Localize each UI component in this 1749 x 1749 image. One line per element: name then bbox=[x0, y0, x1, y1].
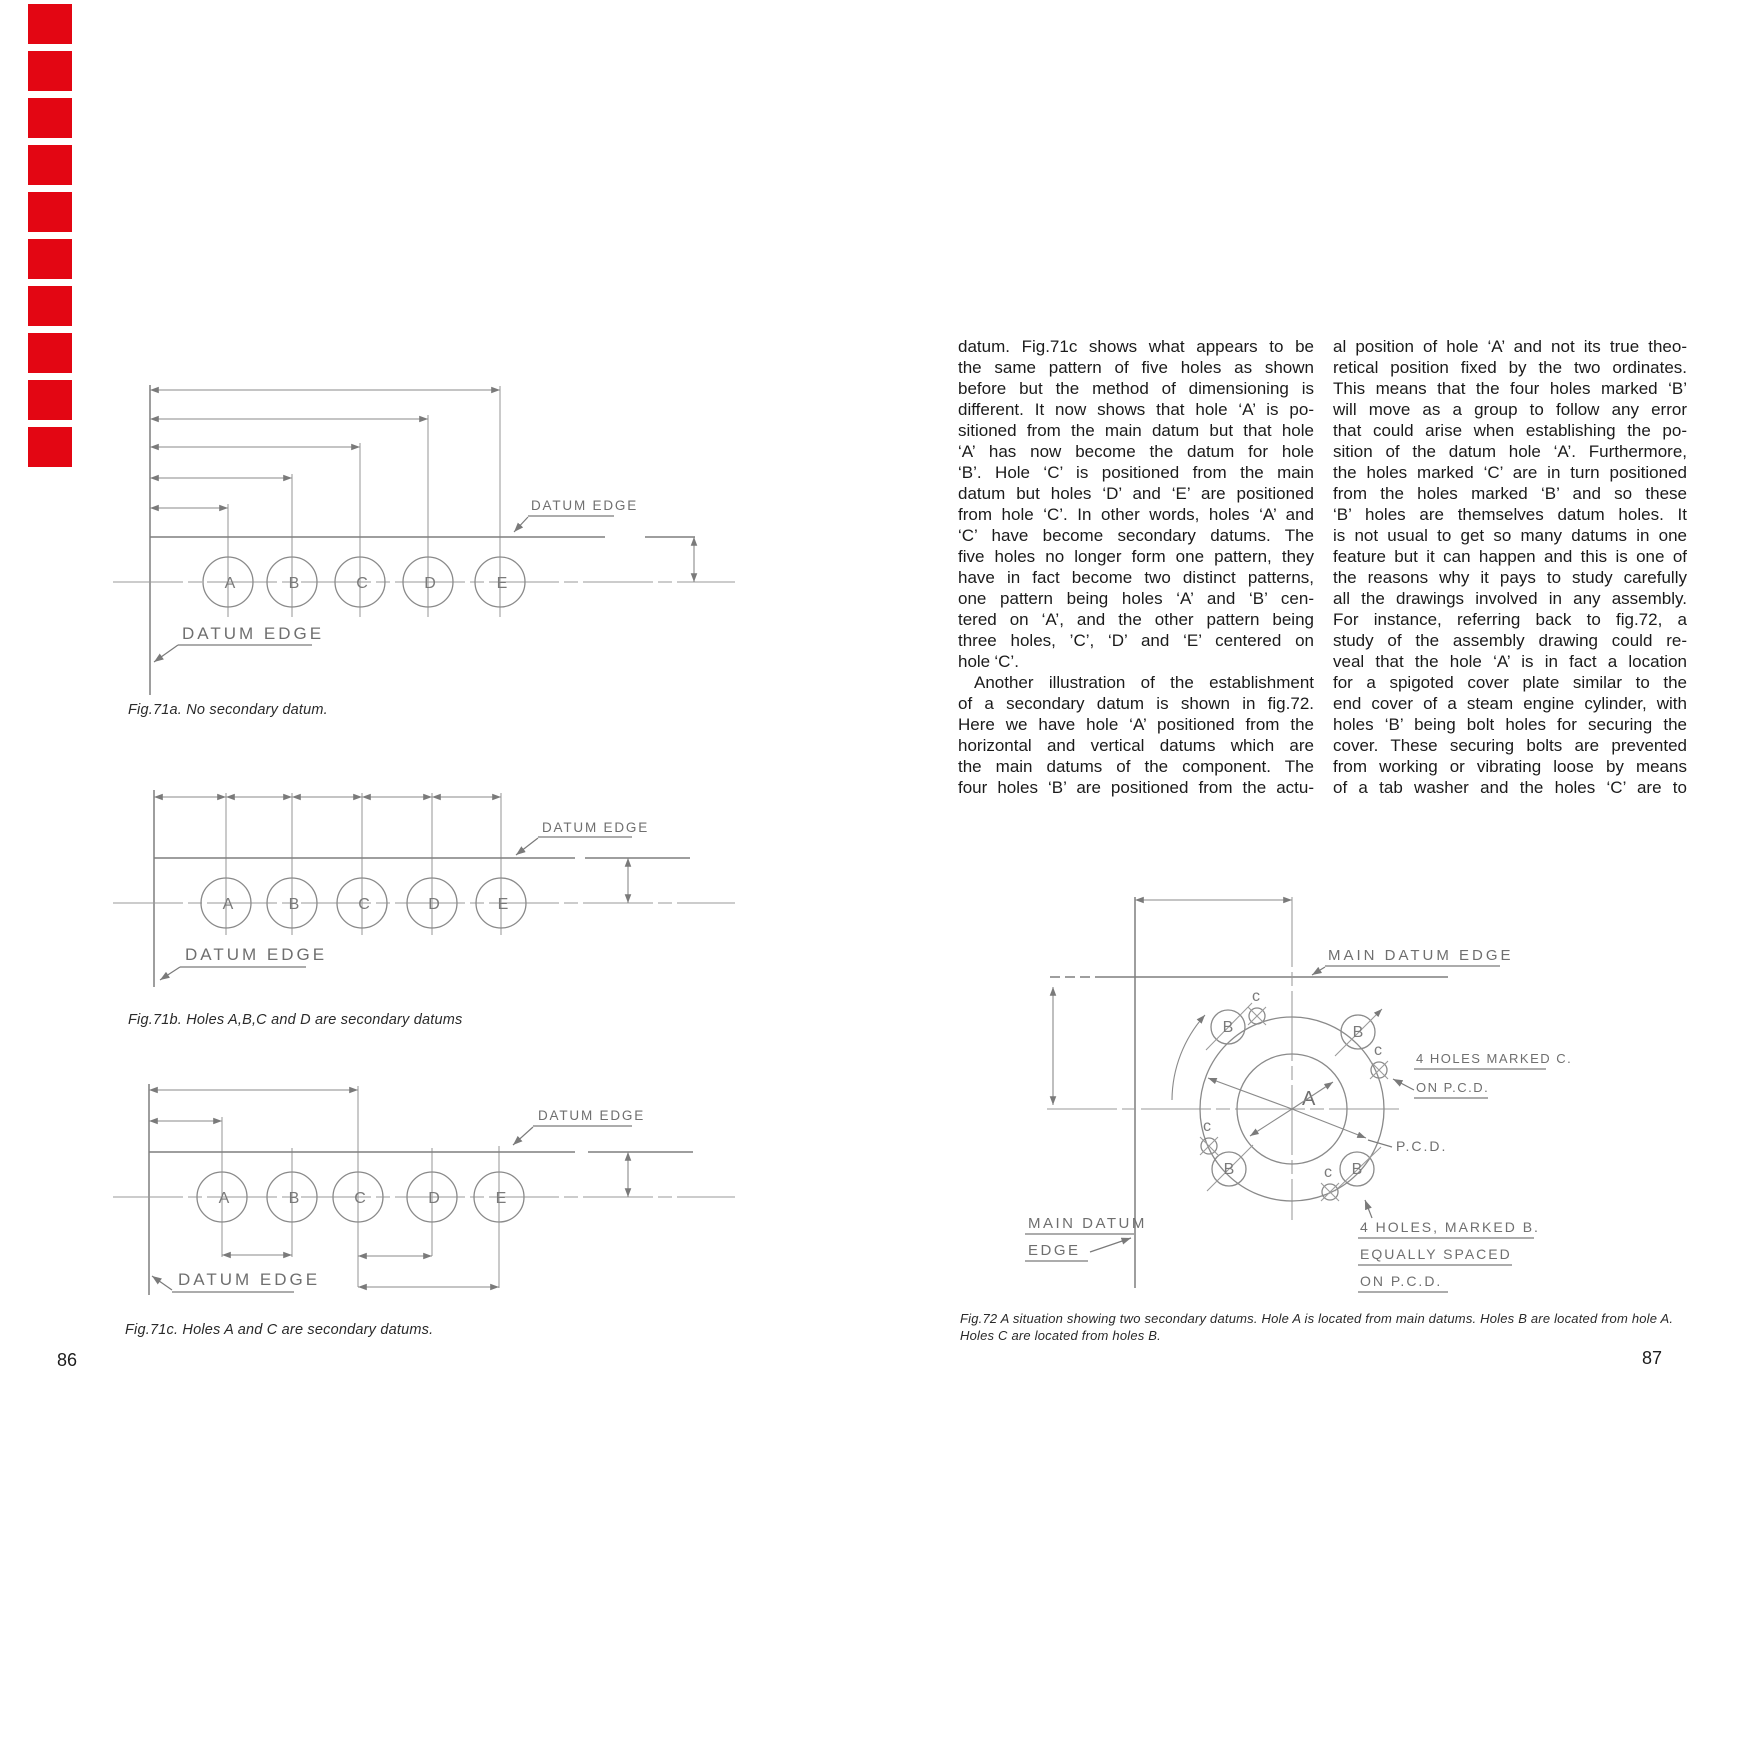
main-datum-left-label-line2: EDGE bbox=[1028, 1242, 1081, 1259]
page-number-right: 87 bbox=[1642, 1348, 1663, 1368]
red-tab-block bbox=[28, 98, 72, 138]
text-line: for a spigoted cover plate similar to the bbox=[1333, 673, 1687, 692]
holes-b bbox=[1206, 1003, 1382, 1191]
text-line: from hole ‘C’. In other words, holes ‘A’ and bbox=[958, 505, 1314, 524]
hole-e-label: E bbox=[495, 1190, 507, 1207]
red-tab-block bbox=[28, 4, 72, 44]
main-datum-edge-top-label: MAIN DATUM EDGE bbox=[1328, 947, 1514, 964]
text-line: For instance, referring back to fig.72, a bbox=[1333, 610, 1687, 629]
red-tab-block bbox=[28, 427, 72, 467]
text-line: five holes no longer form one pattern, they bbox=[958, 547, 1314, 566]
text-line: This means that the four holes marked ‘B’ bbox=[1333, 379, 1687, 398]
text-line: sition of the datum hole ‘A’. Furthermore, bbox=[1333, 442, 1687, 461]
text-line: the holes marked ‘C’ are in turn positioned bbox=[1333, 463, 1687, 482]
text-line: Another illustration of the establishment bbox=[974, 673, 1314, 692]
hole-a-label: A bbox=[218, 1190, 230, 1207]
text-line: cover. These securing bolts are prevented bbox=[1333, 736, 1687, 755]
fig71a-diagram bbox=[110, 340, 750, 715]
text-line: datum but holes ‘D’ and ‘E’ are positioned bbox=[958, 484, 1314, 503]
text-line: the reasons why it pays to study carefully bbox=[1333, 568, 1687, 587]
text-line: feature but it can happen and this is one of bbox=[1333, 547, 1687, 566]
main-datum-left-label-line1: MAIN DATUM bbox=[1028, 1215, 1147, 1232]
holes-c-label-line1: 4 HOLES MARKED C. bbox=[1416, 1051, 1573, 1066]
text-line: veal that the hole ‘A’ is in fact a location bbox=[1333, 652, 1687, 671]
text-line: tered on ‘A’, and the other pattern being bbox=[958, 610, 1314, 629]
hole-e-label: E bbox=[497, 896, 509, 913]
hole-d-label: D bbox=[428, 1190, 440, 1207]
text-line: ‘B’ holes are themselves datum holes. It bbox=[1333, 505, 1687, 524]
fig71b-diagram bbox=[110, 710, 750, 1025]
angle-arc bbox=[1172, 1015, 1205, 1100]
text-line: retical position fixed by the two ordinates. bbox=[1333, 358, 1687, 377]
pcd-label: P.C.D. bbox=[1396, 1138, 1448, 1154]
fig72-caption-line2: Holes C are located from holes B. bbox=[960, 1328, 1161, 1343]
red-tab-block bbox=[28, 286, 72, 326]
fig72-diagram bbox=[940, 860, 1580, 1305]
text-line: holes ‘B’ being bolt holes for securing the bbox=[1333, 715, 1687, 734]
text-line: ‘A’ has now become the datum for hole bbox=[958, 442, 1314, 461]
red-tab-block bbox=[28, 333, 72, 373]
text-line: end cover of a steam engine cylinder, with bbox=[1333, 694, 1687, 713]
svg-text:c: c bbox=[1252, 988, 1260, 1005]
text-line: sitioned from the main datum but that hole bbox=[958, 421, 1314, 440]
holes-b-label-line1: 4 HOLES, MARKED B. bbox=[1360, 1219, 1540, 1235]
text-line: three holes, ’C’, ‘D’ and ‘E’ centered on bbox=[958, 631, 1314, 650]
holes-b-label-line2: EQUALLY SPACED bbox=[1360, 1246, 1512, 1262]
text-line: datum. Fig.71c shows what appears to be bbox=[958, 337, 1314, 356]
hole-b-label: B bbox=[288, 575, 300, 592]
svg-text:c: c bbox=[1203, 1118, 1211, 1135]
svg-text:B: B bbox=[1223, 1161, 1235, 1178]
fig71b-caption: Fig.71b. Holes A,B,C and D are secondary datums bbox=[128, 1012, 463, 1028]
text-line: the main datums of the component. The bbox=[958, 757, 1314, 776]
hole-c-label: C bbox=[358, 896, 370, 913]
text-line: will move as a group to follow any error bbox=[1333, 400, 1687, 419]
red-tab-block bbox=[28, 51, 72, 91]
text-line: horizontal and vertical datums which are bbox=[958, 736, 1314, 755]
text-line: four holes ‘B’ are positioned from the actu- bbox=[958, 778, 1314, 797]
text-line: all the drawings involved in any assembly. bbox=[1333, 589, 1687, 608]
text-line: ‘C’ have become secondary datums. The bbox=[958, 526, 1314, 545]
hole-a-label: A bbox=[224, 575, 236, 592]
text-line: the same pattern of five holes as shown bbox=[958, 358, 1314, 377]
text-line: ‘B’. Hole ‘C’ is positioned from the main bbox=[958, 463, 1314, 482]
datum-edge-bottom-label: DATUM EDGE bbox=[178, 1270, 321, 1289]
hole-c-label: C bbox=[354, 1190, 366, 1207]
text-line: Here we have hole ‘A’ positioned from the bbox=[958, 715, 1314, 734]
text-line: before but the method of dimensioning is bbox=[958, 379, 1314, 398]
text-line: one pattern being holes ‘A’ and ‘B’ cen- bbox=[958, 589, 1314, 608]
svg-text:B: B bbox=[1351, 1161, 1363, 1178]
hole-d-label: D bbox=[424, 575, 436, 592]
red-tab-block bbox=[28, 239, 72, 279]
fig71c-caption: Fig.71c. Holes A and C are secondary datums. bbox=[125, 1322, 434, 1338]
text-line: hole ‘C’. bbox=[958, 652, 1019, 671]
text-line: of a secondary datum is shown in fig.72. bbox=[958, 694, 1314, 713]
svg-text:c: c bbox=[1374, 1042, 1382, 1059]
text-line: from working or vibrating loose by means bbox=[1333, 757, 1687, 776]
red-tab-block bbox=[28, 380, 72, 420]
text-line: is not usual to get so many datums in one bbox=[1333, 526, 1687, 545]
page-number-left: 86 bbox=[57, 1350, 78, 1370]
svg-text:c: c bbox=[1324, 1164, 1332, 1181]
hole-d-label: D bbox=[428, 896, 440, 913]
red-tab-block bbox=[28, 145, 72, 185]
text-line: from the holes marked ‘B’ and so these bbox=[1333, 484, 1687, 503]
fig72-caption-line1: Fig.72 A situation showing two secondary datums. Hole A is located from main datums. Holes B are located from hole A. bbox=[960, 1311, 1674, 1326]
text-column-1 bbox=[958, 336, 1314, 798]
hole-a-label: A bbox=[1302, 1088, 1317, 1110]
fig71c-diagram bbox=[110, 1040, 750, 1345]
datum-edge-bottom-label: DATUM EDGE bbox=[182, 624, 325, 643]
datum-edge-top-label: DATUM EDGE bbox=[531, 498, 639, 513]
text-line: have in fact become two distinct patterns, bbox=[958, 568, 1314, 587]
red-tab-block bbox=[28, 192, 72, 232]
text-line: that could arise when establishing the po- bbox=[1333, 421, 1687, 440]
svg-text:B: B bbox=[1352, 1024, 1364, 1041]
fig71a-caption: Fig.71a. No secondary datum. bbox=[128, 702, 328, 718]
hole-b-label: B bbox=[288, 896, 300, 913]
holes-c-label-line2: ON P.C.D. bbox=[1416, 1080, 1490, 1095]
fig72-caption bbox=[960, 1310, 1700, 1344]
text-line: study of the assembly drawing could re- bbox=[1333, 631, 1687, 650]
datum-edge-top-label: DATUM EDGE bbox=[542, 820, 650, 835]
hole-a-label: A bbox=[222, 896, 234, 913]
datum-edge-top-label: DATUM EDGE bbox=[538, 1108, 646, 1123]
datum-edge-bottom-label: DATUM EDGE bbox=[185, 945, 328, 964]
hole-b-label: B bbox=[288, 1190, 300, 1207]
red-tab-column bbox=[28, 4, 72, 474]
hole-e-label: E bbox=[496, 575, 508, 592]
text-column-2 bbox=[1333, 336, 1687, 798]
text-line: different. It now shows that hole ‘A’ is po- bbox=[958, 400, 1314, 419]
text-line: al position of hole ‘A’ and not its true theo- bbox=[1333, 337, 1687, 356]
text-line: of a tab washer and the holes ‘C’ are to bbox=[1333, 778, 1687, 797]
svg-text:B: B bbox=[1222, 1019, 1234, 1036]
hole-c-label: C bbox=[356, 575, 368, 592]
holes-b-label-line3: ON P.C.D. bbox=[1360, 1273, 1443, 1289]
